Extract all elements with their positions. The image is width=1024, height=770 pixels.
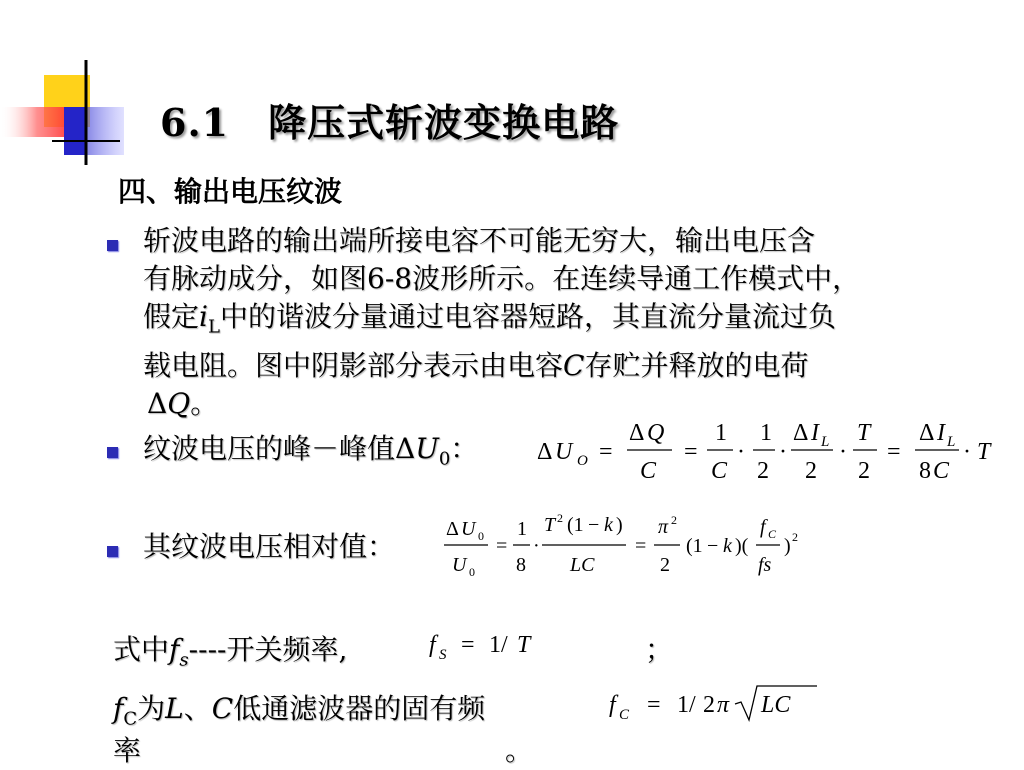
svg-text:C: C [768,527,777,541]
var-c-2: C [211,692,234,725]
svg-text:f: f [609,692,616,718]
equation-cutoff-frequency-svg [605,680,835,730]
svg-text:=: = [635,535,647,557]
svg-text:=: = [461,632,475,658]
svg-text:1: 1 [715,420,727,446]
svg-text:·: · [737,439,745,465]
bullet-1-line-4-post: 存贮并释放的电荷 [584,348,809,382]
footer-line-1 [113,631,347,680]
svg-text:·: · [963,439,971,465]
svg-text:): ) [784,535,791,557]
svg-text:8: 8 [516,554,526,576]
bullet-marker-3 [107,546,118,557]
svg-text:π: π [717,692,730,718]
svg-text:1: 1 [517,518,527,540]
svg-text:f: f [429,632,436,658]
footer-line-1-post: ----开关频率, [188,633,348,666]
svg-text:·: · [779,439,787,465]
bullet-3-text: 其纹波电压相对值： [143,530,396,563]
svg-text:0: 0 [478,529,484,543]
equation-switching-frequency [425,622,555,676]
svg-text:2: 2 [660,554,670,576]
svg-text:π: π [658,516,669,538]
svg-text:·: · [533,535,540,557]
svg-text:(1: (1 [567,514,584,536]
svg-text:−: − [707,535,719,557]
bullet-1-line-4 [143,347,860,385]
svg-text:2: 2 [671,513,677,527]
svg-text:8: 8 [919,458,931,484]
var-u: U [415,432,439,465]
var-fs: f [169,633,180,666]
footer-line-2 [113,690,485,739]
footer-line-2-post: 低通滤波器的固有频 [233,692,486,725]
svg-text:1/: 1/ [677,692,696,718]
footer-line-1-semicolon: ； [645,633,674,666]
svg-text:=: = [496,535,508,557]
svg-text:T: T [544,514,556,536]
svg-text:Δ: Δ [537,439,553,465]
svg-text:C: C [711,458,728,484]
svg-text:)(: )( [735,535,749,557]
var-c: C [563,348,585,382]
footer-line-2-mid-1: 为 [137,692,166,725]
bullet-1-line-3 [143,298,860,347]
var-fs-subscript: s [179,649,189,671]
svg-text:): ) [616,514,623,536]
svg-text:L: L [947,434,956,450]
svg-text:2: 2 [805,458,817,484]
svg-text:C: C [640,458,657,484]
bullet-1-text [143,222,860,423]
svg-text:2: 2 [703,692,715,718]
footer-line-3: 率 [113,734,142,767]
equation-ripple-peak-svg [527,412,997,490]
bullet-1-line-2: 有脉动成分，如图6-8波形所示。在连续导通工作模式中， [143,262,861,295]
svg-text:Δ: Δ [919,420,935,446]
var-i: i [199,300,208,333]
svg-text:Δ: Δ [446,518,459,540]
bullet-1-line-4-pre: 载电阻。图中阴影部分表示由电容 [143,348,564,382]
bullet-marker-1 [107,240,118,251]
bullet-1-line-3-pre: 假定 [143,300,200,333]
bullet-2-post: ： [450,432,479,465]
svg-text:O: O [577,453,588,469]
var-i-subscript: L [207,316,220,338]
svg-text:−: − [588,514,600,536]
equation-ripple-peak [527,412,997,494]
svg-text:k: k [604,514,613,536]
svg-text:LC: LC [570,554,595,576]
slide-title: 6.1 降压式斩波变换电路 [160,100,620,145]
svg-text:2: 2 [858,458,870,484]
svg-text:0: 0 [469,565,475,579]
section-heading: 四、输出电压纹波 [118,175,343,208]
svg-text:T: T [517,632,531,658]
svg-text:C: C [933,458,950,484]
svg-text:1: 1 [760,420,772,446]
bullet-1-line-1: 斩波电路的输出端所接电容不可能无穷大，输出电压含 [143,224,816,257]
svg-text:LC: LC [761,692,791,718]
var-q: Q [167,386,191,420]
svg-text:1/: 1/ [489,632,508,658]
bullet-2-text [143,430,478,479]
footer-line-1-pre: 式中 [113,633,170,666]
svg-text:U: U [555,439,573,465]
svg-text:I: I [811,420,819,446]
svg-text:S: S [439,647,447,663]
bullet-2-pre: 纹波电压的峰－峰值Δ [143,432,416,465]
bullet-1-line-5-post: 。 [190,386,219,420]
svg-text:I: I [937,420,945,446]
svg-text:=: = [647,692,661,718]
footer-line-3-period: 。 [505,734,534,767]
svg-text:=: = [684,439,698,465]
var-l: L [165,692,184,725]
svg-text:f: f [760,516,766,538]
equation-cutoff-frequency [605,680,835,734]
svg-text:2: 2 [792,530,798,544]
svg-text:fs: fs [758,554,772,576]
svg-text:C: C [619,707,630,723]
svg-text:Q: Q [647,420,665,446]
equation-switching-frequency-svg [425,622,555,672]
footer-line-2-mid-2: 、 [183,692,212,725]
svg-text:U: U [452,554,467,576]
svg-text:=: = [599,439,613,465]
bullet-marker-2 [107,447,118,458]
svg-text:2: 2 [757,458,769,484]
svg-text:Δ: Δ [793,420,809,446]
svg-text:T: T [977,439,991,465]
bullet-1-line-3-post: 中的谐波分量通过电容器短路，其直流分量流过负 [219,300,836,333]
delta-symbol: Δ [147,386,168,420]
svg-text:U: U [461,518,476,540]
svg-text:·: · [839,439,847,465]
svg-text:=: = [887,439,901,465]
equation-relative-ripple-svg [440,505,820,585]
var-fc: f [113,692,124,725]
svg-text:k: k [723,535,732,557]
var-u-subscript: 0 [438,448,451,470]
equation-relative-ripple [440,505,820,589]
svg-text:(1: (1 [686,535,703,557]
svg-text:2: 2 [557,511,563,525]
svg-text:T: T [857,420,871,446]
svg-text:Δ: Δ [629,420,645,446]
slide-logo [0,55,140,165]
var-fc-subscript: C [123,708,138,730]
svg-text:L: L [821,434,830,450]
